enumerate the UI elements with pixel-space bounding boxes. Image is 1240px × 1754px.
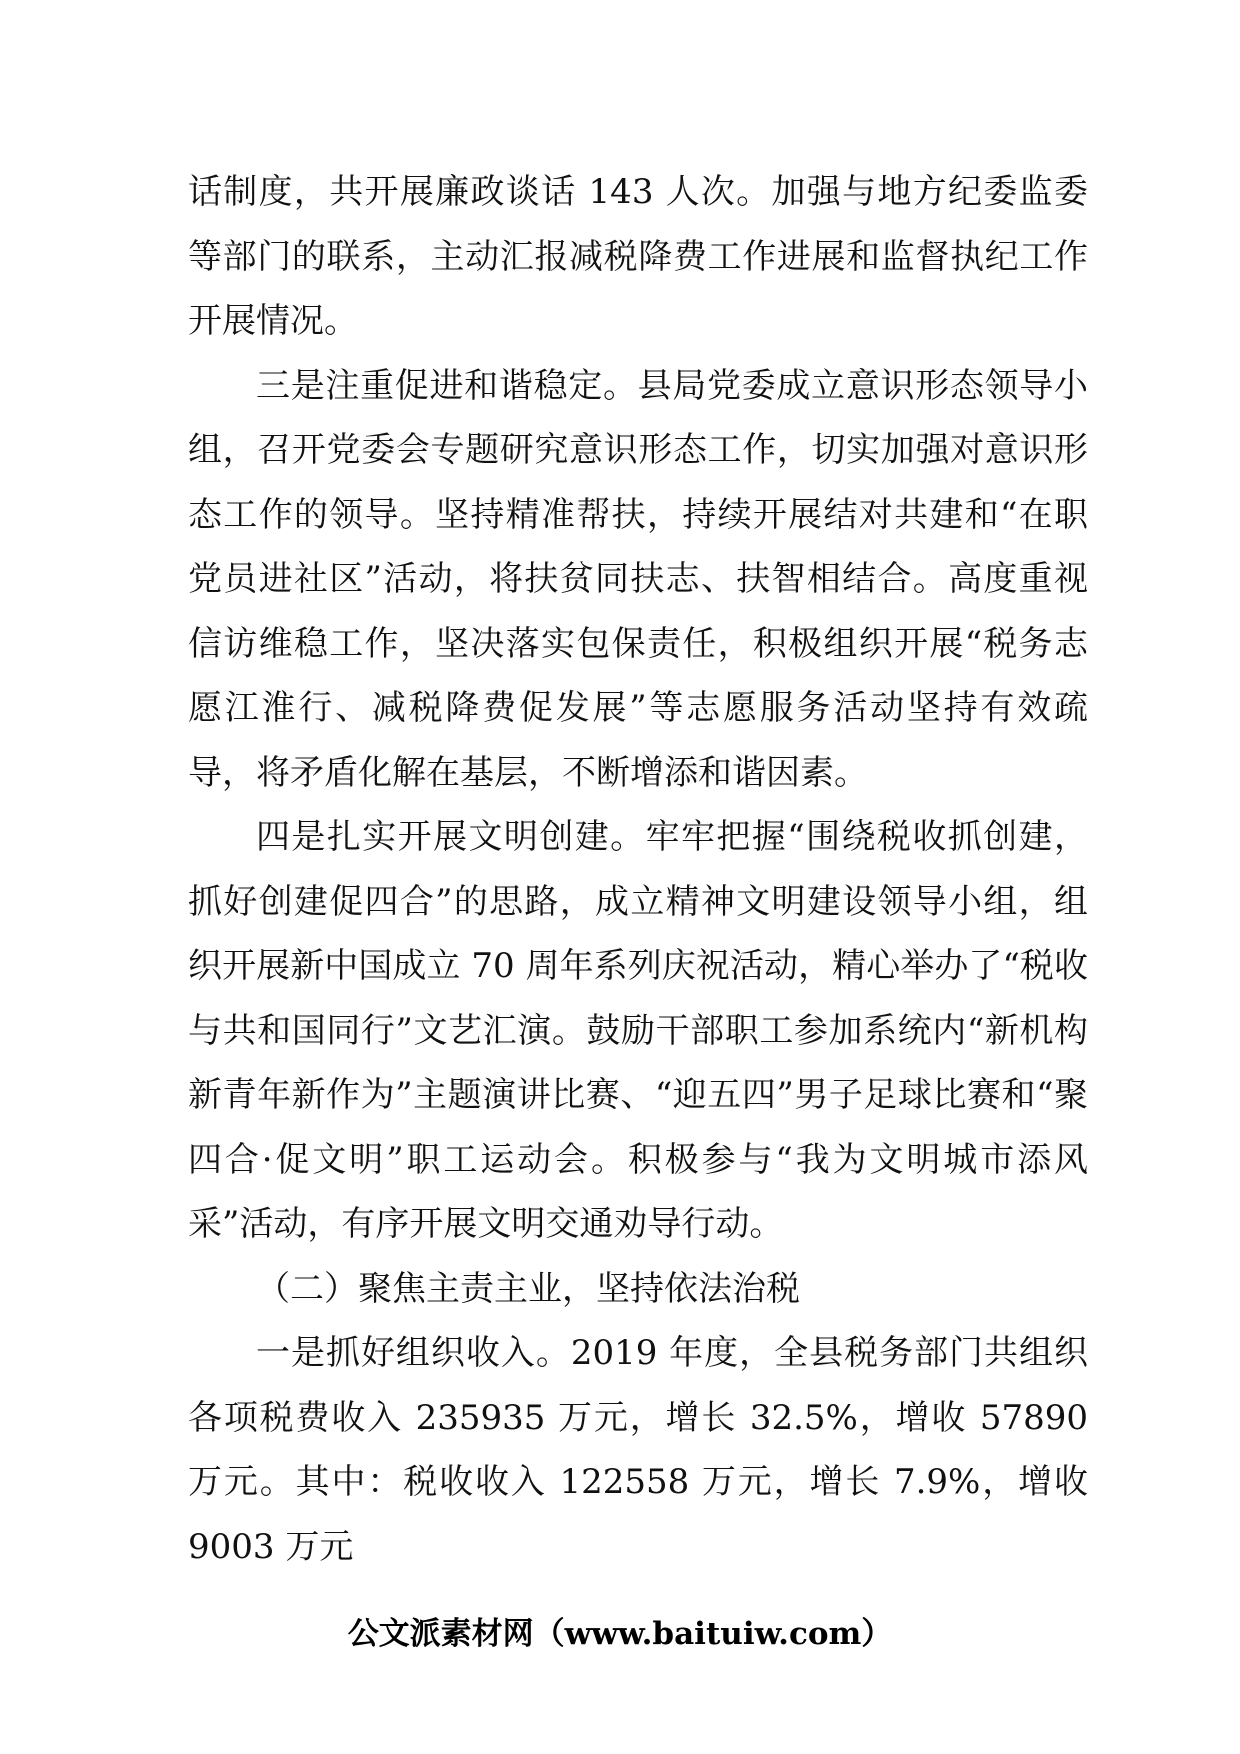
paragraph-continuation: 话制度，共开展廉政谈话 143 人次。加强与地方纪委监委等部门的联系，主动汇报减税降费工作进展和监督执纪工作开展情况。 (188, 172, 1088, 341)
paragraph-revenue: 一是抓好组织收入。2019 年度，全县税务部门共组织各项税费收入 235935 万元，增长 32.5%，增收 57890 万元。其中：税收收入 122558 万元，增长 7.9%，增收 9003 万元 (188, 1333, 1088, 1567)
document-body (188, 160, 1088, 1579)
paragraph-civilization-building: 四是扎实开展文明创建。牢牢把握“围绕税收抓创建，抓好创建促四合”的思路，成立精神文明建设领导小组，组织开展新中国成立 70 周年系列庆祝活动，精心举办了“税收与共和国同行”文艺汇演。鼓励干部职工参加系统内“新机构新青年新作为”主题演讲比赛、“迎五四”男子足球比赛和“聚四合·促文明”职工运动会。积极参与“我为文明城市添风采”活动，有序开展文明交通劝导行动。 (188, 817, 1088, 1244)
footer-watermark: 公文派素材网（www.baituiw.com） (347, 1616, 893, 1652)
section-heading: （二）聚焦主责主业，坚持依法治税 (256, 1268, 800, 1309)
paragraph-harmony-stability: 三是注重促进和谐稳定。县局党委成立意识形态领导小组，召开党委会专题研究意识形态工作，切实加强对意识形态工作的领导。坚持精准帮扶，持续开展结对共建和“在职党员进社区”活动，将扶贫同扶志、扶智相结合。高度重视信访维稳工作，坚决落实包保责任，积极组织开展“税务志愿江淮行、减税降费促发展”等志愿服务活动坚持有效疏导，将矛盾化解在基层，不断增添和谐因素。 (188, 365, 1088, 793)
